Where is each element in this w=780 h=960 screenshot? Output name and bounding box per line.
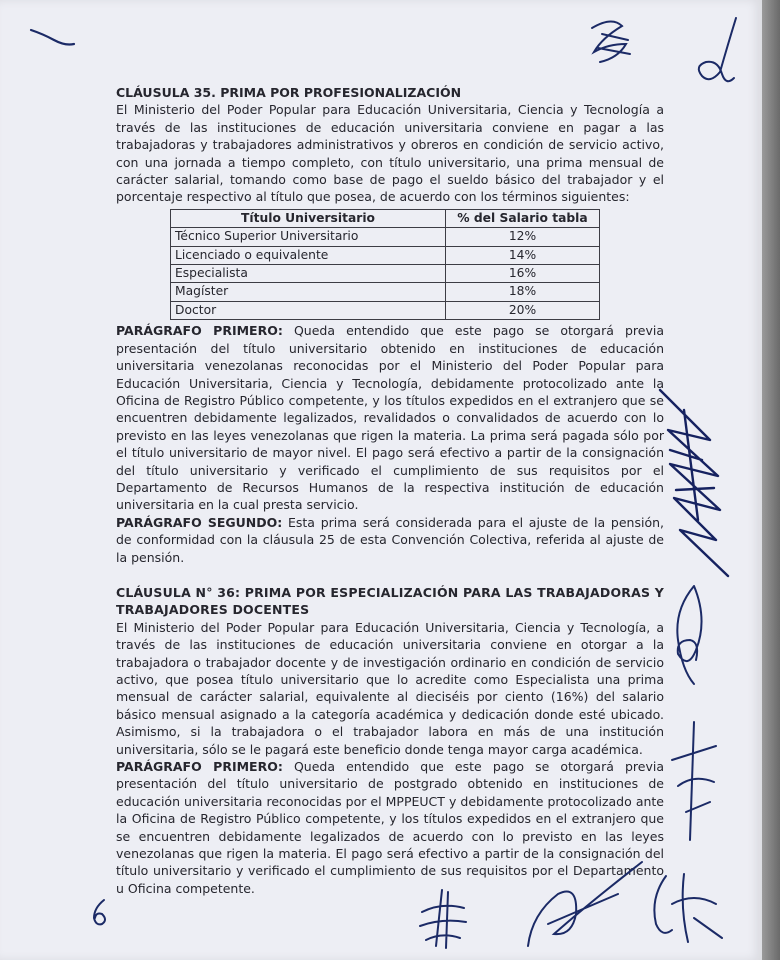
header-titulo: Título Universitario — [171, 209, 446, 227]
clause-35-intro: El Ministerio del Poder Popular para Educación Universitaria, Ciencia y Tecnología a través de las instituciones de educación universitaria conviene en pagar a las trabajadoras y trabajadores administrativos y obreros en condición de servicio activo, con una jornada a tiempo completo, con título universitario, una prima mensual de carácter salarial, tomando como base de pago el sueldo básico del trabajador y el porcentaje respectivo al título que posea, de acuerdo con los términos siguientes: — [116, 102, 664, 205]
initials-signature — [646, 868, 726, 950]
clause-36-title: CLÁUSULA N° 36: PRIMA POR ESPECIALIZACIÓN PARA LAS TRABAJADORAS Y TRABAJADORES DOCENTES — [116, 584, 664, 618]
initials-signature — [664, 580, 714, 690]
page-edge-shadow — [762, 0, 780, 960]
initials-signature — [582, 14, 642, 70]
header-porcentaje: % del Salario tabla — [446, 209, 600, 227]
initials-signature — [664, 716, 724, 846]
clause-35-paragraph-1 — [116, 322, 664, 513]
percent-cell: 14% — [446, 246, 600, 264]
percent-cell: 18% — [446, 283, 600, 301]
clause-35-paragraph-2 — [116, 514, 664, 566]
degree-cell: Doctor — [171, 301, 446, 319]
table-row — [171, 265, 600, 283]
degree-cell: Técnico Superior Universitario — [171, 228, 446, 246]
paragraph-text: Queda entendido que este pago se otorgará previa presentación del título universitario obtenido en instituciones de educación universitaria venezolanas reconocidas por el Ministerio del Poder Popular para Educación Universitaria, Ciencia y Tecnología, debidamente protocolizado ante la Oficina de Registro Público competente, y los títulos expedidos en el extranjero que se encuentren debidamente legalizados, revalidados o convalidados de acuerdo con lo previsto en las leyes venezolanas que rigen la materia. La prima será pagada sólo por el título universitario de mayor nivel. El pago será efectivo a partir de la consignación del título universitario y verificado el cumplimiento de sus requisitos por el Departamento de Recursos Humanos de la respectiva institución de educación universitaria en la cual presta servicio. — [116, 323, 665, 513]
degree-cell: Magíster — [171, 283, 446, 301]
initials-signature — [680, 14, 746, 90]
degree-cell: Licenciado o equivalente — [171, 246, 446, 264]
long-signature — [518, 854, 648, 954]
paragraph-label: PARÁGRAFO SEGUNDO: — [116, 514, 283, 530]
paragraph-label: PARÁGRAFO PRIMERO: — [116, 323, 283, 339]
table-row — [171, 301, 600, 319]
scribbled-signature — [640, 380, 740, 580]
premium-table — [170, 209, 600, 320]
clause-36-intro: El Ministerio del Poder Popular para Educación Universitaria, Ciencia y Tecnología, a través de las instituciones de educación universitaria conviene en otorgar a la trabajadora o trabajador docente y de investigación ordinario en condición de servicio activo, que posea título universitario que lo acredite como Especialista una prima mensual de carácter salarial, equivalente al dieciséis por ciento (16%) del salario básico mensual asignado a la categoría académica y dedicación donde esté ubicado. Asimismo, si la trabajadora o el trabajador labora en más de una institución universitaria, sólo se le pagará este beneficio donde tenga mayor carga académica. — [116, 619, 664, 757]
paragraph-text: Esta prima será considerada para el ajuste de la pensión, de conformidad con la cláusula 25 de esta Convención Colectiva, referida al ajuste de la pensión. — [116, 514, 664, 565]
clause-35-title: CLÁUSULA 35. PRIMA POR PROFESIONALIZACIÓN — [116, 85, 462, 100]
initials-signature — [412, 886, 472, 952]
document-body — [116, 84, 664, 897]
percent-cell: 12% — [446, 228, 600, 246]
table-row — [171, 246, 600, 264]
degree-cell: Especialista — [171, 265, 446, 283]
paragraph-label: PARÁGRAFO PRIMERO: — [116, 759, 283, 775]
pen-stroke-mark — [28, 24, 78, 50]
page-number — [88, 896, 112, 930]
premium-table-header — [171, 209, 600, 227]
table-row — [171, 283, 600, 301]
percent-cell: 16% — [446, 265, 600, 283]
percent-cell: 20% — [446, 301, 600, 319]
paragraph-text: Queda entendido que este pago se otorgará previa presentación del título universitario de postgrado obtenido en instituciones de educación universitaria reconocidas por el MPPEUCT y debidamente protocolizado ante la Oficina de Registro Público competente, y los títulos expedidos en el extranjero que se encuentren debidamente legalizados de acuerdo con lo previsto en las leyes venezolanas que rigen la materia. El pago será efectivo a partir de la consignación del título universitario y verificado el cumplimiento de sus requisitos por el Departamento u Oficina competente. — [116, 759, 665, 896]
table-row — [171, 228, 600, 246]
